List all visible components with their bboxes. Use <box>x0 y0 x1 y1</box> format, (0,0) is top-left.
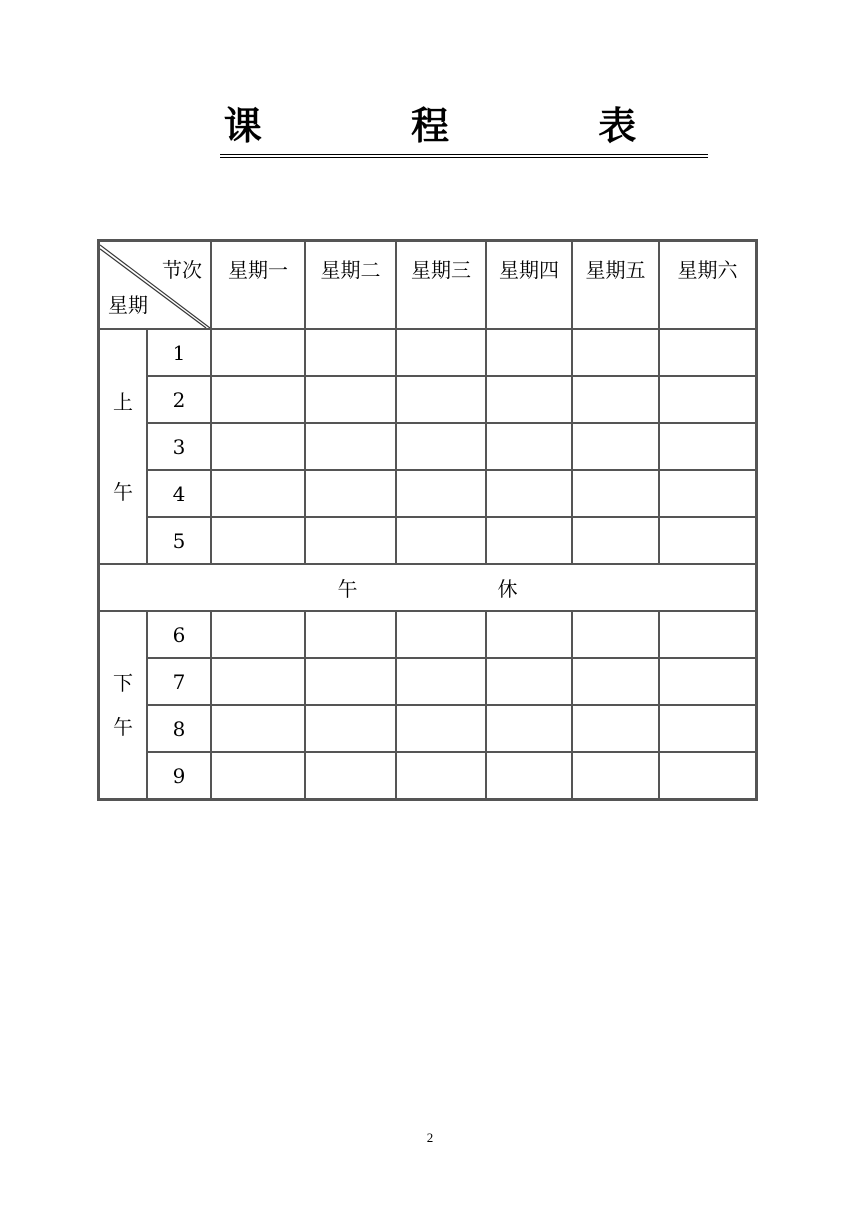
period-number: 7 <box>147 658 211 705</box>
class-cell[interactable] <box>572 423 659 470</box>
period-number: 3 <box>147 423 211 470</box>
table-row <box>99 705 756 752</box>
period-number: 1 <box>147 329 211 376</box>
class-cell[interactable] <box>396 658 486 705</box>
table-row <box>99 376 756 423</box>
class-cell[interactable] <box>486 376 572 423</box>
table-row <box>99 517 756 564</box>
header-row <box>99 241 756 329</box>
class-cell[interactable] <box>305 329 396 376</box>
class-cell[interactable] <box>486 470 572 517</box>
period-number: 5 <box>147 517 211 564</box>
class-cell[interactable] <box>211 611 305 658</box>
class-cell[interactable] <box>305 752 396 799</box>
class-cell[interactable] <box>659 705 756 752</box>
class-cell[interactable] <box>211 470 305 517</box>
class-cell[interactable] <box>305 611 396 658</box>
class-cell[interactable] <box>659 517 756 564</box>
class-cell[interactable] <box>572 470 659 517</box>
period-number: 4 <box>147 470 211 517</box>
day-header-tuesday: 星期二 <box>305 241 396 329</box>
table-row <box>99 658 756 705</box>
day-header-wednesday: 星期三 <box>396 241 486 329</box>
day-header-monday: 星期一 <box>211 241 305 329</box>
period-number: 2 <box>147 376 211 423</box>
noon-break-row <box>99 564 756 611</box>
page-number: 2 <box>426 1130 434 1145</box>
class-cell[interactable] <box>305 705 396 752</box>
class-cell[interactable] <box>211 376 305 423</box>
class-cell[interactable] <box>572 329 659 376</box>
period-number: 6 <box>147 611 211 658</box>
class-cell[interactable] <box>572 752 659 799</box>
class-cell[interactable] <box>659 423 756 470</box>
class-cell[interactable] <box>305 376 396 423</box>
noon-break-cell: 午 休 <box>99 564 756 611</box>
class-cell[interactable] <box>486 705 572 752</box>
page-title: 课 程 表 <box>0 102 860 158</box>
class-cell[interactable] <box>572 517 659 564</box>
class-cell[interactable] <box>486 517 572 564</box>
afternoon-label: 下 午 <box>99 611 147 799</box>
table-row <box>99 329 756 376</box>
day-header-saturday: 星期六 <box>659 241 756 329</box>
class-cell[interactable] <box>659 752 756 799</box>
class-cell[interactable] <box>659 376 756 423</box>
class-cell[interactable] <box>486 423 572 470</box>
class-cell[interactable] <box>305 517 396 564</box>
class-cell[interactable] <box>396 705 486 752</box>
class-cell[interactable] <box>211 752 305 799</box>
class-cell[interactable] <box>396 470 486 517</box>
class-cell[interactable] <box>211 705 305 752</box>
class-cell[interactable] <box>305 658 396 705</box>
timetable <box>97 239 758 801</box>
corner-weekday-label: 星期 <box>108 293 148 317</box>
day-header-thursday: 星期四 <box>486 241 572 329</box>
class-cell[interactable] <box>486 611 572 658</box>
period-number: 8 <box>147 705 211 752</box>
class-cell[interactable] <box>211 658 305 705</box>
period-number: 9 <box>147 752 211 799</box>
class-cell[interactable] <box>659 658 756 705</box>
class-cell[interactable] <box>305 470 396 517</box>
corner-header-cell <box>99 241 211 329</box>
class-cell[interactable] <box>396 423 486 470</box>
class-cell[interactable] <box>572 376 659 423</box>
class-cell[interactable] <box>211 423 305 470</box>
class-cell[interactable] <box>572 658 659 705</box>
class-cell[interactable] <box>396 329 486 376</box>
class-cell[interactable] <box>572 705 659 752</box>
class-cell[interactable] <box>659 329 756 376</box>
table-row <box>99 752 756 799</box>
morning-label: 上 午 <box>99 329 147 564</box>
class-cell[interactable] <box>486 329 572 376</box>
class-cell[interactable] <box>211 329 305 376</box>
class-cell[interactable] <box>486 752 572 799</box>
class-cell[interactable] <box>486 658 572 705</box>
class-cell[interactable] <box>305 423 396 470</box>
class-cell[interactable] <box>659 470 756 517</box>
class-cell[interactable] <box>396 752 486 799</box>
corner-period-label: 节次 <box>162 258 202 282</box>
class-cell[interactable] <box>396 611 486 658</box>
table-row <box>99 423 756 470</box>
table-row <box>99 470 756 517</box>
class-cell[interactable] <box>396 517 486 564</box>
table-row <box>99 611 756 658</box>
class-cell[interactable] <box>659 611 756 658</box>
class-cell[interactable] <box>211 517 305 564</box>
day-header-friday: 星期五 <box>572 241 659 329</box>
class-cell[interactable] <box>572 611 659 658</box>
class-cell[interactable] <box>396 376 486 423</box>
